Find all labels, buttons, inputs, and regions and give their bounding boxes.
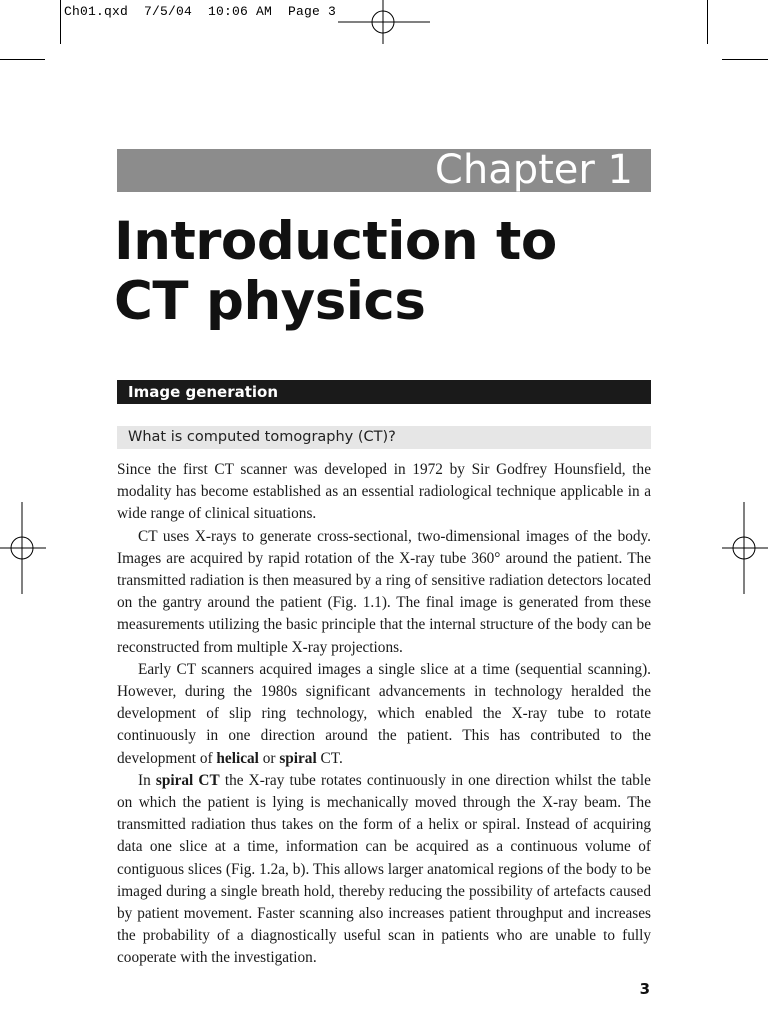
paragraph-2: CT uses X-rays to generate cross-sectional, two-dimensional images of the body. Images are acquired by rapid rotation of the X-ray tube 360° around the patient. The transmitted radiation is then measured by a ring of sensitive radiation detectors located on the gantry around the patient (Fig. 1.1). The final image is generated from these measurements utilizing the basic principle that the internal structure of the body can be reconstructed from multiple X-ray projections. [117,527,651,656]
crop-mark-top-left-vertical [60,0,61,44]
paragraph-4-text-b: the X-ray tube rotates continuously in one direction whilst the table on which the patient is lying is mechanically moved through the X-ray beam. The transmitted radiation thus takes on the form of a helix or spiral. Instead of acquiring data one slice at a time, information can be acquired as a continuous volume of contiguous slices (Fig. 1.2a, b). This allows larger anatomical regions of the body to be imaged during a single breath hold, thereby reducing the possibility of artefacts caused by patient movement. Faster scanning also increases patient throughput and increases the probability of a diagnostically useful scan in patients who are unable to fully cooperate with the investigation. [117,771,651,967]
crop-mark-top-right-horizontal [722,59,768,60]
paragraph-3-text-c: CT. [316,749,343,767]
subsection-heading: What is computed tomography (CT)? [117,426,651,449]
body-text [117,459,651,970]
chapter-title-line-2: CT physics [114,271,426,332]
registration-mark-top-icon [338,0,430,46]
chapter-title-line-1: Introduction to [114,211,557,272]
crop-mark-top-right-vertical [707,0,708,44]
paragraph-4 [117,770,651,970]
paragraph-4-text-a: In [138,771,156,789]
section-heading: Image generation [117,380,651,404]
paragraph-3-text-a: Early CT scanners acquired images a single slice at a time (sequential scanning). However, during the 1980s significant advancements in technology heralded the development of slip ring technology, which enabled the X-ray tube to rotate continuously in one direction around the patient. This has contributed to the development of [117,660,651,767]
term-spiral-ct: spiral CT [155,771,220,789]
chapter-label: Chapter 1 [117,149,651,192]
paragraph-1: Since the first CT scanner was developed in 1972 by Sir Godfrey Hounsfield, the modality has become established as an essential radiological technique applicable in a wide range of clinical situations. [117,461,651,523]
registration-mark-left-icon [0,502,46,594]
paragraph-3-text-b: or [258,749,280,767]
term-spiral: spiral [279,749,317,767]
page-number: 3 [639,980,650,998]
print-slug: Ch01.qxd 7/5/04 10:06 AM Page 3 [64,4,337,19]
crop-mark-top-left-horizontal [0,59,45,60]
registration-mark-right-icon [722,502,768,594]
term-helical: helical [216,749,259,767]
paragraph-3 [117,659,651,770]
chapter-title [114,212,674,332]
